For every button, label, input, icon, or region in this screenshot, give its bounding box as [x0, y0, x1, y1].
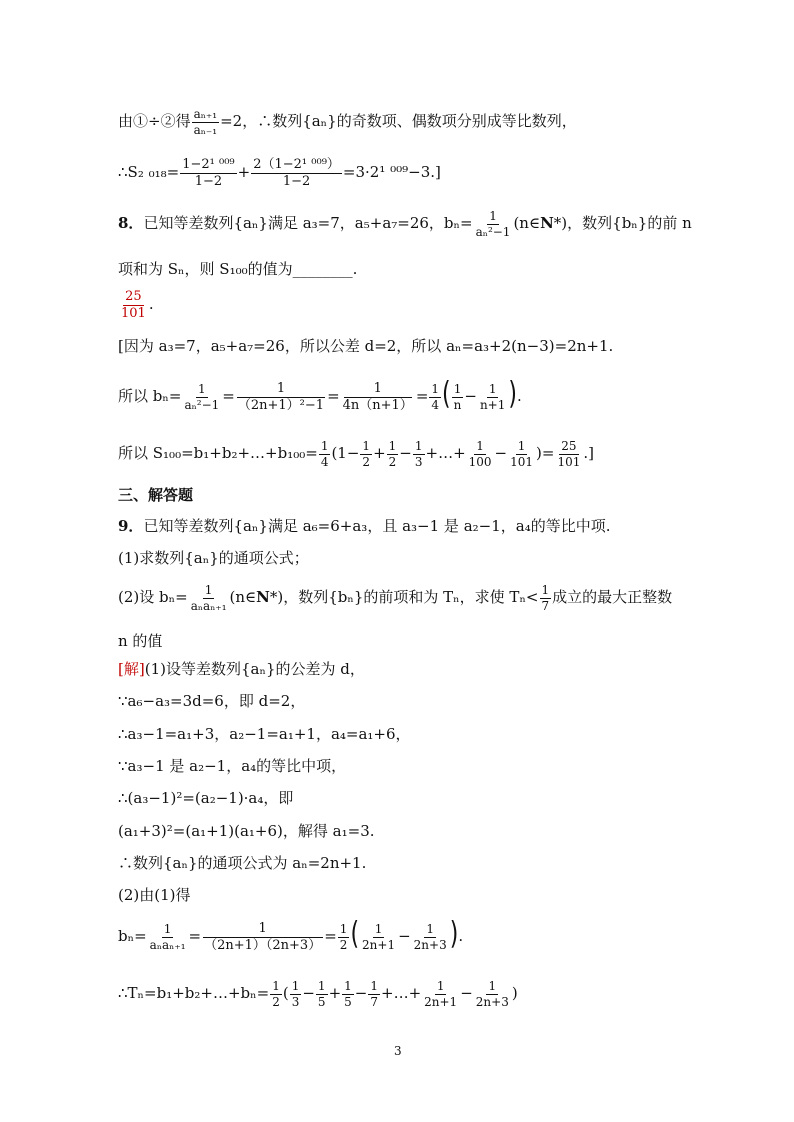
fraction	[316, 980, 328, 1008]
page-number: 3	[394, 1044, 402, 1058]
denominator: 1−2	[194, 173, 223, 189]
numerator: 1	[198, 382, 206, 397]
question-9-part1	[118, 551, 309, 566]
fraction	[338, 923, 350, 951]
denominator: aₙ²−1	[475, 224, 511, 239]
solution-9-line10: ∴Tₙ=b₁+b₂+…+bₙ= $\frac{1}{2}$ ( $\frac{1}{3}$ − $\frac{1}{5}$ + $\frac{1}{5}$ − $\frac{1}{7}$ +…+ $\frac{1}{2n+1}$ − $\frac{1}{2n+3}$ )	[118, 979, 518, 1009]
text: (1−	[331, 444, 360, 463]
text: ∵a₃−1 是 a₂−1，a₄的等比中项，	[118, 757, 347, 775]
numerator: 1	[541, 583, 550, 597]
fraction	[360, 440, 372, 468]
text: (n∈	[229, 588, 257, 607]
answer-fraction	[119, 290, 148, 320]
question-9	[118, 519, 610, 534]
numerator: 1	[453, 382, 462, 397]
denominator: aₙ²−1	[184, 397, 220, 412]
fraction	[360, 923, 397, 951]
fraction	[478, 383, 507, 411]
text: .]	[583, 444, 594, 463]
numerator: 1	[388, 439, 397, 453]
text: 所以 S₁₀₀=b₁+b₂+…+b₁₀₀=	[118, 444, 318, 463]
denominator: 7	[370, 994, 378, 1009]
numerator: 1	[431, 382, 440, 397]
solution-9-line3	[118, 727, 411, 742]
text: +	[237, 163, 251, 182]
fraction	[452, 383, 464, 411]
text: *)，数列{bₙ}的前项和为 Tₙ，求使 Tₙ<	[269, 588, 539, 607]
solution-8-line1	[118, 339, 613, 354]
fraction	[342, 980, 354, 1008]
numerator: 1−2¹ ⁰⁰⁹	[182, 157, 235, 172]
question-number: 8．	[118, 214, 144, 233]
numerator: 25	[125, 289, 142, 304]
numerator: 1	[426, 922, 435, 937]
fraction	[467, 440, 494, 468]
section-title: 三、解答题	[118, 486, 194, 504]
numerator: 1	[370, 979, 378, 993]
fraction	[148, 923, 188, 951]
text: (a₁+3)²=(a₁+1)(a₁+6)，解得 a₁=3.	[118, 822, 375, 840]
text: (n∈	[513, 214, 541, 233]
numerator: 1	[272, 979, 280, 993]
denominator: 2n+1	[424, 994, 458, 1009]
solution-9-line6	[118, 824, 375, 839]
numerator: 1	[344, 382, 412, 398]
fraction	[429, 383, 441, 411]
text: ∴Tₙ=b₁+b₂+…+bₙ=	[118, 984, 270, 1003]
solution-8-line2: 所以 bₙ= $\frac{1}{\text{aₙ²−1}}$ = $\frac{1}{\text{（2n+1）²−1}}$ = $\frac{1}{4n(n+1)}$ = $\frac{1}{4}$ ( $\frac{1}{n}$ − $\frac{1}{n+1}$ ).	[118, 377, 522, 413]
text: )=	[536, 444, 555, 463]
text: )	[511, 984, 518, 1003]
text: N	[540, 214, 554, 233]
text: 项和为 Sₙ，则 S₁₀₀的值为________.	[118, 260, 358, 278]
left-paren: (	[350, 917, 360, 953]
text: *)，数列{bₙ}的前 n	[553, 214, 692, 233]
numerator: 1	[488, 382, 497, 397]
denominator: 100	[468, 454, 492, 469]
question-number: 9．	[118, 517, 144, 535]
solution-8-line3: 所以 S₁₀₀=b₁+b₂+…+b₁₀₀= $\frac{1}{4}$ (1− $\frac{1}{2}$ + $\frac{1}{2}$ − $\frac{1}{3}$ +…+ $\frac{1}{100}$ − $\frac{1}{101}$ )= $\frac{25}{101}$ .]	[118, 439, 594, 469]
line-s2018-sum	[118, 158, 441, 188]
numerator: 2（1−2¹ ⁰⁰⁹）	[253, 157, 340, 172]
section-heading	[118, 488, 193, 503]
numerator: 1	[204, 583, 213, 597]
question-9-part2	[118, 584, 672, 612]
fraction	[182, 383, 221, 411]
numerator: 1	[203, 922, 323, 938]
text: [因为 a₃=7，a₅+a₇=26，所以公差 d=2，所以 aₙ=a₃+2(n−3)=2n+1.	[118, 337, 614, 355]
numerator: 1	[489, 209, 497, 223]
denominator: 5	[344, 994, 352, 1009]
numerator: 1	[320, 439, 329, 453]
fraction	[508, 440, 535, 468]
denominator: 1−2	[282, 173, 311, 189]
denominator: 4n（n+1）	[342, 397, 413, 413]
numerator: 1	[163, 922, 172, 937]
denominator: 4	[431, 397, 440, 412]
numerator: 1	[291, 979, 300, 993]
fraction	[368, 980, 380, 1008]
fraction	[474, 980, 511, 1008]
text: (1)求数列{aₙ}的通项公式；	[118, 549, 309, 567]
fraction	[413, 440, 425, 468]
fraction	[555, 440, 582, 468]
solution-9-line7	[118, 856, 366, 871]
numerator: 1	[374, 922, 383, 937]
fraction	[192, 108, 220, 136]
denominator: 2	[272, 994, 280, 1009]
solution-9-line4	[118, 759, 346, 774]
text: ∵a₆−a₃=3d=6，即 d=2，	[118, 692, 306, 710]
denominator: 3	[291, 994, 300, 1009]
question-9-part2-line2	[118, 634, 162, 649]
question-8	[118, 210, 692, 238]
text: +…+	[381, 984, 422, 1003]
text: N	[256, 588, 270, 607]
denominator: （2n+1）²−1	[237, 397, 325, 413]
solution-9-line8	[118, 888, 191, 903]
fraction	[387, 440, 399, 468]
numerator: 1	[362, 439, 371, 453]
numerator: 1	[436, 979, 445, 993]
text: bₙ=	[118, 927, 147, 946]
text: ∴S₂ ₀₁₈=	[118, 163, 180, 182]
text: .	[148, 295, 154, 314]
numerator: 1	[488, 979, 497, 993]
text: (1)设等差数列{aₙ}的公差为 d，	[144, 660, 365, 678]
solution-9-line5	[118, 791, 293, 806]
denominator: n	[453, 397, 462, 412]
denominator: （2n+1）（2n+3）	[204, 937, 322, 953]
fraction	[422, 980, 459, 1008]
fraction	[202, 922, 323, 952]
text: .	[458, 927, 464, 946]
denominator: 101	[557, 454, 581, 469]
fraction	[180, 158, 236, 188]
text: ∴a₃−1=a₁+3，a₂−1=a₁+1，a₄=a₁+6，	[118, 725, 411, 743]
fraction	[189, 584, 229, 612]
fraction	[251, 158, 342, 188]
denominator: 101	[121, 305, 146, 321]
denominator: 3	[414, 454, 423, 469]
denominator: 2	[362, 454, 371, 469]
fraction	[540, 584, 552, 612]
numerator: 1	[476, 439, 484, 453]
denominator: 7	[541, 598, 550, 613]
text: =2，∴数列{aₙ}的奇数项、偶数项分别成等比数列，	[220, 112, 577, 131]
fraction	[474, 210, 513, 238]
denominator: aₙ₋₁	[193, 122, 218, 137]
numerator: 1	[339, 922, 348, 937]
denominator: 101	[510, 454, 534, 469]
denominator: aₙaₙ₊₁	[190, 598, 227, 613]
numerator: 1	[237, 382, 325, 398]
text: (2)设 bₙ=	[118, 588, 188, 607]
solution-9-line1	[118, 662, 365, 677]
denominator: 2n+3	[475, 994, 509, 1009]
fraction	[341, 382, 415, 412]
text: (2)由(1)得	[118, 886, 191, 904]
text: n 的值	[118, 632, 163, 650]
denominator: 2n+1	[362, 937, 396, 952]
text: ∴数列{aₙ}的通项公式为 aₙ=2n+1.	[118, 854, 367, 872]
text: ∴(a₃−1)²=(a₂−1)·a₄，即	[118, 789, 294, 807]
text: 由①÷②得	[118, 112, 191, 131]
text: 成立的最大正整数	[552, 588, 673, 607]
text: .	[516, 387, 522, 406]
numerator: 1	[317, 979, 326, 993]
denominator: n+1	[479, 397, 506, 412]
fraction	[236, 382, 326, 412]
denominator: 4	[320, 454, 329, 469]
fraction	[319, 440, 331, 468]
text: +…+	[425, 444, 466, 463]
numerator: 25	[561, 439, 577, 453]
solution-tag: [解]	[118, 660, 145, 678]
numerator: 1	[414, 439, 423, 453]
solution-9-line2	[118, 694, 305, 709]
denominator: 2	[388, 454, 397, 469]
fraction	[290, 980, 302, 1008]
solution-9-line9: bₙ= $\frac{1}{\text{aₙaₙ₊₁}}$ = $\frac{1}{(2n+1)(2n+3)}$ = $\frac{1}{2}$ ( $\frac{1}{2n+1}$ − $\frac{1}{2n+3}$ ).	[118, 917, 464, 953]
text: 所以 bₙ=	[118, 387, 182, 406]
right-paren: )	[508, 377, 517, 413]
left-paren: (	[442, 377, 451, 413]
denominator: 5	[317, 994, 326, 1009]
numerator: 1	[344, 979, 352, 993]
fraction	[412, 923, 449, 951]
denominator: aₙaₙ₊₁	[149, 937, 186, 952]
right-paren: )	[449, 917, 459, 953]
text: 已知等差数列{aₙ}满足 a₆=6+a₃，且 a₃−1 是 a₂−1，a₄的等比中项.	[143, 517, 611, 535]
text: =3·2¹ ⁰⁰⁹−3.]	[342, 163, 441, 182]
numerator: aₙ₊₁	[193, 107, 218, 121]
fraction	[270, 980, 282, 1008]
line-ratio-derivation	[118, 108, 577, 136]
text: 已知等差数列{aₙ}满足 a₃=7，a₅+a₇=26，bₙ=	[143, 214, 473, 233]
answer-8	[118, 290, 154, 320]
denominator: 2n+3	[413, 937, 447, 952]
numerator: 1	[517, 439, 526, 453]
denominator: 2	[339, 937, 348, 952]
question-8-line2	[118, 262, 357, 277]
